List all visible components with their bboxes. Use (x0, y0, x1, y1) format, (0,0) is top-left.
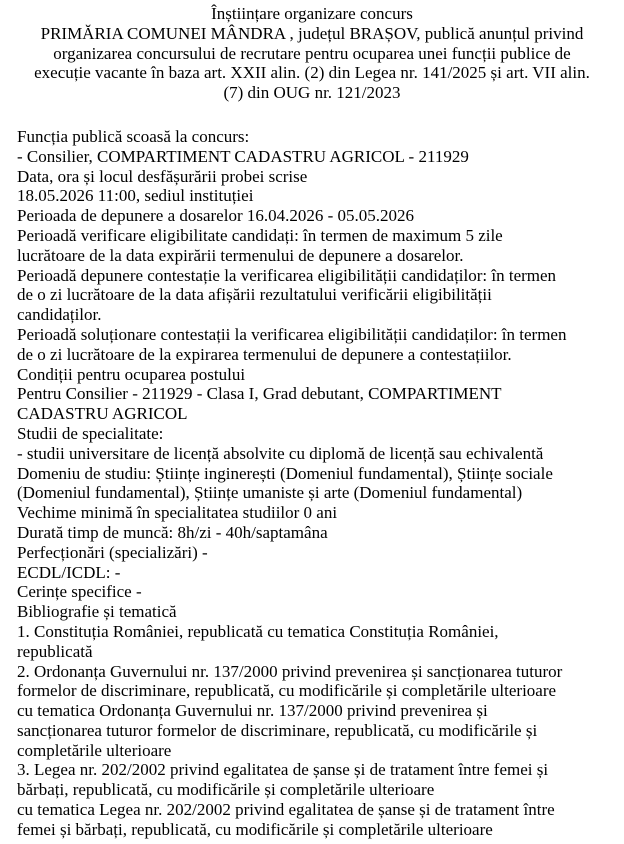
body-line: completările ulterioare (17, 740, 172, 760)
body-line: candidaților. (17, 305, 102, 325)
body-line: 2. Ordonanța Guvernului nr. 137/2000 privind prevenirea și sancționarea tuturor (17, 661, 563, 681)
body-line: Bibliografie și tematică (17, 602, 177, 622)
body-line: Funcția publică scoasă la concurs: (17, 126, 250, 146)
document-title: Înștiințare organizare concurs (211, 4, 413, 23)
body-line: (Domeniul fundamental), Științe umaniste și arte (Domeniul fundamental) (17, 483, 523, 503)
body-line: Perioada de depunere a dosarelor 16.04.2026 - 05.05.2026 (17, 206, 415, 226)
body-line: 1. Constituția României, republicată cu tematica Constituția României, (17, 621, 499, 641)
body-line: 3. Legea nr. 202/2002 privind egalitatea de șanse și de tratament între femei și (17, 760, 549, 780)
body-line: Condiții pentru ocuparea postului (17, 364, 246, 384)
body-line: CADASTRU AGRICOL (17, 404, 188, 424)
body-line: Vechime minimă în specialitatea studiilor 0 ani (17, 503, 338, 523)
body-line: Data, ora și locul desfășurării probei scrise (17, 166, 308, 186)
body-line: - Consilier, COMPARTIMENT CADASTRU AGRICOL - 211929 (17, 146, 469, 166)
body-line: Perioadă depunere contestație la verificarea eligibilității candidaților: în termen (17, 265, 557, 285)
header-paragraph-line: (7) din OUG nr. 121/2023 (223, 83, 401, 103)
body-line: Perioadă soluționare contestații la verificarea eligibilității candidaților: în termen (17, 324, 567, 344)
body-line: lucrătoare de la data expirării termenului de depunere a dosarelor. (17, 245, 464, 265)
body-line: Perfecționări (specializări) - (17, 542, 208, 562)
body-line: - studii universitare de licență absolvite cu diplomă de licență sau echivalentă (17, 443, 544, 463)
body-line: Domeniu de studiu: Științe inginerești (Domeniul fundamental), Științe sociale (17, 463, 553, 483)
body-line: formelor de discriminare, republicată, cu modificările și completările ulterioare (17, 681, 557, 701)
body-line: cu tematica Ordonanța Guvernului nr. 137/2000 privind prevenirea și (17, 701, 488, 721)
header-paragraph-line: organizarea concursului de recrutare pentru ocuparea unei funcții publice de (53, 43, 571, 63)
body-line: bărbați, republicată, cu modificările și completările ulterioare (17, 780, 435, 800)
header-paragraph-line: PRIMĂRIA COMUNEI MÂNDRA , județul BRAȘOV, publică anunțul privind (40, 23, 584, 43)
header-paragraph (0, 24, 624, 103)
body-line: ECDL/ICDL: - (17, 562, 121, 582)
body-line: Studii de specialitate: (17, 423, 164, 443)
body-line: 18.05.2026 11:00, sediul instituției (17, 186, 254, 206)
body-line: de o zi lucrătoare de la expirarea termenului de depunere a contestațiilor. (17, 344, 512, 364)
document-header (0, 0, 624, 103)
header-paragraph-line: execuție vacante în baza art. XXII alin. (2) din Legea nr. 141/2025 și art. VII alin. (34, 63, 590, 83)
document-body (0, 127, 624, 840)
body-line: republicată (17, 641, 93, 661)
body-line: femei și bărbați, republicată, cu modificările și completările ulterioare (17, 819, 493, 839)
body-line: de o zi lucrătoare de la data afișării rezultatului verificării eligibilității (17, 285, 492, 305)
body-line: Durată timp de muncă: 8h/zi - 40h/saptamâna (17, 522, 328, 542)
body-line: cu tematica Legea nr. 202/2002 privind egalitatea de șanse și de tratament între (17, 800, 555, 820)
body-line: Pentru Consilier - 211929 - Clasa I, Grad debutant, COMPARTIMENT (17, 384, 502, 404)
body-line: Cerințe specifice - (17, 582, 142, 602)
body-line: Perioadă verificare eligibilitate candidați: în termen de maximum 5 zile (17, 225, 503, 245)
body-line: sancționarea tuturor formelor de discriminare, republicată, cu modificările și (17, 720, 538, 740)
